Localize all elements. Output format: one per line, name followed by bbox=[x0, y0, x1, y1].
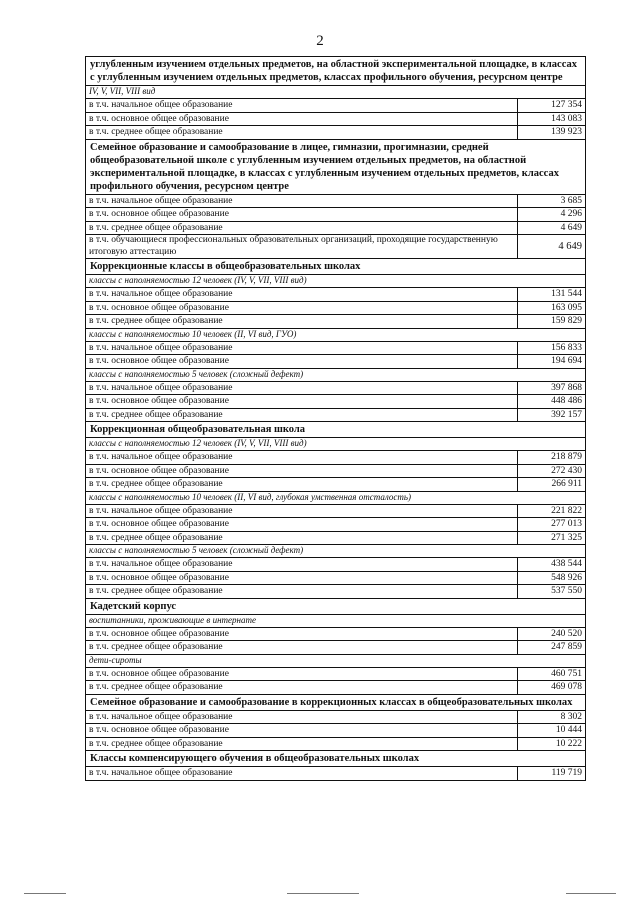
table-row bbox=[86, 99, 586, 113]
row-value: 10 444 bbox=[518, 724, 586, 738]
table-row bbox=[86, 737, 586, 751]
row-label: в т.ч. основное общее образование bbox=[86, 627, 518, 641]
table-row bbox=[86, 681, 586, 695]
table-row bbox=[86, 341, 586, 355]
row-label: в т.ч. начальное общее образование bbox=[86, 341, 518, 355]
table-row bbox=[86, 194, 586, 208]
subsection-label: классы с наполняемостью 12 человек (IV, V, VII, VIII вид) bbox=[86, 275, 586, 288]
row-value: 127 354 bbox=[518, 99, 586, 113]
row-value: 240 520 bbox=[518, 627, 586, 641]
table-row bbox=[86, 627, 586, 641]
row-label: в т.ч. начальное общее образование bbox=[86, 558, 518, 572]
footer-rule-right bbox=[566, 893, 616, 894]
page-number: 2 bbox=[316, 33, 324, 49]
table-row bbox=[86, 208, 586, 222]
subsection-row bbox=[86, 545, 586, 558]
row-value: 194 694 bbox=[518, 355, 586, 369]
row-label: в т.ч. среднее общее образование bbox=[86, 585, 518, 599]
subsection-label: классы с наполняемостью 10 человек (II, VI вид, ГУО) bbox=[86, 328, 586, 341]
row-label: в т.ч. среднее общее образование bbox=[86, 221, 518, 235]
row-value: 272 430 bbox=[518, 464, 586, 478]
row-label: в т.ч. основное общее образование bbox=[86, 395, 518, 409]
row-value: 4 649 bbox=[518, 235, 586, 259]
row-value: 4 649 bbox=[518, 221, 586, 235]
table-row bbox=[86, 451, 586, 465]
row-value: 469 078 bbox=[518, 681, 586, 695]
table-row bbox=[86, 235, 586, 259]
row-label: в т.ч. среднее общее образование bbox=[86, 641, 518, 655]
row-value: 139 923 bbox=[518, 126, 586, 140]
row-value: 131 544 bbox=[518, 288, 586, 302]
row-label: в т.ч. начальное общее образование bbox=[86, 288, 518, 302]
row-value: 3 685 bbox=[518, 194, 586, 208]
row-value: 397 868 bbox=[518, 381, 586, 395]
cost-table bbox=[85, 56, 586, 781]
row-value: 221 822 bbox=[518, 504, 586, 518]
row-value: 392 157 bbox=[518, 408, 586, 422]
subsection-row bbox=[86, 86, 586, 99]
row-value: 247 859 bbox=[518, 641, 586, 655]
row-label: в т.ч. начальное общее образование bbox=[86, 381, 518, 395]
table-row bbox=[86, 112, 586, 126]
row-value: 271 325 bbox=[518, 531, 586, 545]
row-label: в т.ч. основное общее образование bbox=[86, 355, 518, 369]
row-value: 10 222 bbox=[518, 737, 586, 751]
section-heading: Кадетский корпус bbox=[86, 598, 586, 614]
row-value: 266 911 bbox=[518, 478, 586, 492]
row-label: в т.ч. основное общее образование bbox=[86, 208, 518, 222]
row-label: в т.ч. основное общее образование bbox=[86, 571, 518, 585]
cost-table-body bbox=[86, 57, 586, 781]
subsection-label: классы с наполняемостью 12 человек (IV, V, VII, VIII вид) bbox=[86, 438, 586, 451]
table-row bbox=[86, 641, 586, 655]
row-label: в т.ч. начальное общее образование bbox=[86, 767, 518, 781]
table-row bbox=[86, 710, 586, 724]
section-heading: Коррекционные классы в общеобразовательных школах bbox=[86, 259, 586, 275]
row-label: в т.ч. среднее общее образование bbox=[86, 737, 518, 751]
row-label: в т.ч. среднее общее образование bbox=[86, 531, 518, 545]
row-label: в т.ч. основное общее образование bbox=[86, 724, 518, 738]
row-label: в т.ч. среднее общее образование bbox=[86, 478, 518, 492]
table-row bbox=[86, 571, 586, 585]
section-heading: углубленным изучением отдельных предметов, на областной экспериментальной площадке, в классах с углубленным изучением отдельных предметов, классах профильного обучения, ресурсном центре bbox=[86, 57, 586, 86]
table-row bbox=[86, 558, 586, 572]
row-value: 460 751 bbox=[518, 667, 586, 681]
subsection-row bbox=[86, 654, 586, 667]
row-value: 119 719 bbox=[518, 767, 586, 781]
section-heading-row bbox=[86, 422, 586, 438]
section-heading-row bbox=[86, 751, 586, 767]
row-value: 159 829 bbox=[518, 315, 586, 329]
table-row bbox=[86, 126, 586, 140]
table-row bbox=[86, 478, 586, 492]
footer-rule-left bbox=[24, 893, 66, 894]
row-label: в т.ч. начальное общее образование bbox=[86, 99, 518, 113]
section-heading: Классы компенсирующего обучения в общеобразовательных школах bbox=[86, 751, 586, 767]
section-heading-row bbox=[86, 598, 586, 614]
row-value: 548 926 bbox=[518, 571, 586, 585]
row-label: в т.ч. основное общее образование bbox=[86, 667, 518, 681]
table-row bbox=[86, 315, 586, 329]
row-label: в т.ч. начальное общее образование bbox=[86, 194, 518, 208]
subsection-row bbox=[86, 275, 586, 288]
table-row bbox=[86, 724, 586, 738]
row-label: в т.ч. основное общее образование bbox=[86, 464, 518, 478]
table-row bbox=[86, 408, 586, 422]
subsection-row bbox=[86, 614, 586, 627]
table-row bbox=[86, 585, 586, 599]
table-row bbox=[86, 504, 586, 518]
section-heading-row bbox=[86, 259, 586, 275]
subsection-label: классы с наполняемостью 10 человек (II, VI вид, глубокая умственная отсталость) bbox=[86, 491, 586, 504]
table-row bbox=[86, 381, 586, 395]
table-row bbox=[86, 767, 586, 781]
footer-rule-center bbox=[287, 893, 359, 894]
subsection-label: IV, V, VII, VIII вид bbox=[86, 86, 586, 99]
subsection-row bbox=[86, 491, 586, 504]
table-row bbox=[86, 518, 586, 532]
table-row bbox=[86, 221, 586, 235]
row-value: 8 302 bbox=[518, 710, 586, 724]
subsection-label: дети-сироты bbox=[86, 654, 586, 667]
subsection-label: классы с наполняемостью 5 человек (сложный дефект) bbox=[86, 368, 586, 381]
row-label: в т.ч. среднее общее образование bbox=[86, 408, 518, 422]
section-heading-row bbox=[86, 694, 586, 710]
subsection-label: воспитанники, проживающие в интернате bbox=[86, 614, 586, 627]
row-value: 156 833 bbox=[518, 341, 586, 355]
row-label: в т.ч. основное общее образование bbox=[86, 518, 518, 532]
row-value: 218 879 bbox=[518, 451, 586, 465]
table-row bbox=[86, 464, 586, 478]
subsection-label: классы с наполняемостью 5 человек (сложный дефект) bbox=[86, 545, 586, 558]
row-value: 4 296 bbox=[518, 208, 586, 222]
row-label: в т.ч. среднее общее образование bbox=[86, 126, 518, 140]
table-row bbox=[86, 288, 586, 302]
subsection-row bbox=[86, 438, 586, 451]
row-value: 163 095 bbox=[518, 301, 586, 315]
table-row bbox=[86, 301, 586, 315]
row-value: 277 013 bbox=[518, 518, 586, 532]
section-heading: Коррекционная общеобразовательная школа bbox=[86, 422, 586, 438]
row-label: в т.ч. основное общее образование bbox=[86, 301, 518, 315]
subsection-row bbox=[86, 368, 586, 381]
section-heading-row bbox=[86, 139, 586, 194]
row-label: в т.ч. начальное общее образование bbox=[86, 451, 518, 465]
row-value: 448 486 bbox=[518, 395, 586, 409]
row-label: в т.ч. среднее общее образование bbox=[86, 315, 518, 329]
row-label: в т.ч. среднее общее образование bbox=[86, 681, 518, 695]
table-row bbox=[86, 531, 586, 545]
row-value: 438 544 bbox=[518, 558, 586, 572]
row-label: в т.ч. основное общее образование bbox=[86, 112, 518, 126]
table-row bbox=[86, 395, 586, 409]
row-value: 143 083 bbox=[518, 112, 586, 126]
section-heading: Семейное образование и самообразование в коррекционных классах в общеобразовательных школах bbox=[86, 694, 586, 710]
section-heading-row bbox=[86, 57, 586, 86]
row-label: в т.ч. начальное общее образование bbox=[86, 504, 518, 518]
section-heading: Семейное образование и самообразование в лицее, гимназии, прогимназии, средней общеобразовательной школе с углубленным изучением отдельных предметов, на областной экспериментальной площадке, в классах с углубленным изучением отдельных предметов, классах профильного обучения, ресурсном центре bbox=[86, 139, 586, 194]
row-value: 537 550 bbox=[518, 585, 586, 599]
table-row bbox=[86, 355, 586, 369]
row-label: в т.ч. начальное общее образование bbox=[86, 710, 518, 724]
row-label: в т.ч. обучающиеся профессиональных образовательных организаций, проходящие государственную итоговую аттестацию bbox=[86, 235, 518, 259]
table-row bbox=[86, 667, 586, 681]
subsection-row bbox=[86, 328, 586, 341]
